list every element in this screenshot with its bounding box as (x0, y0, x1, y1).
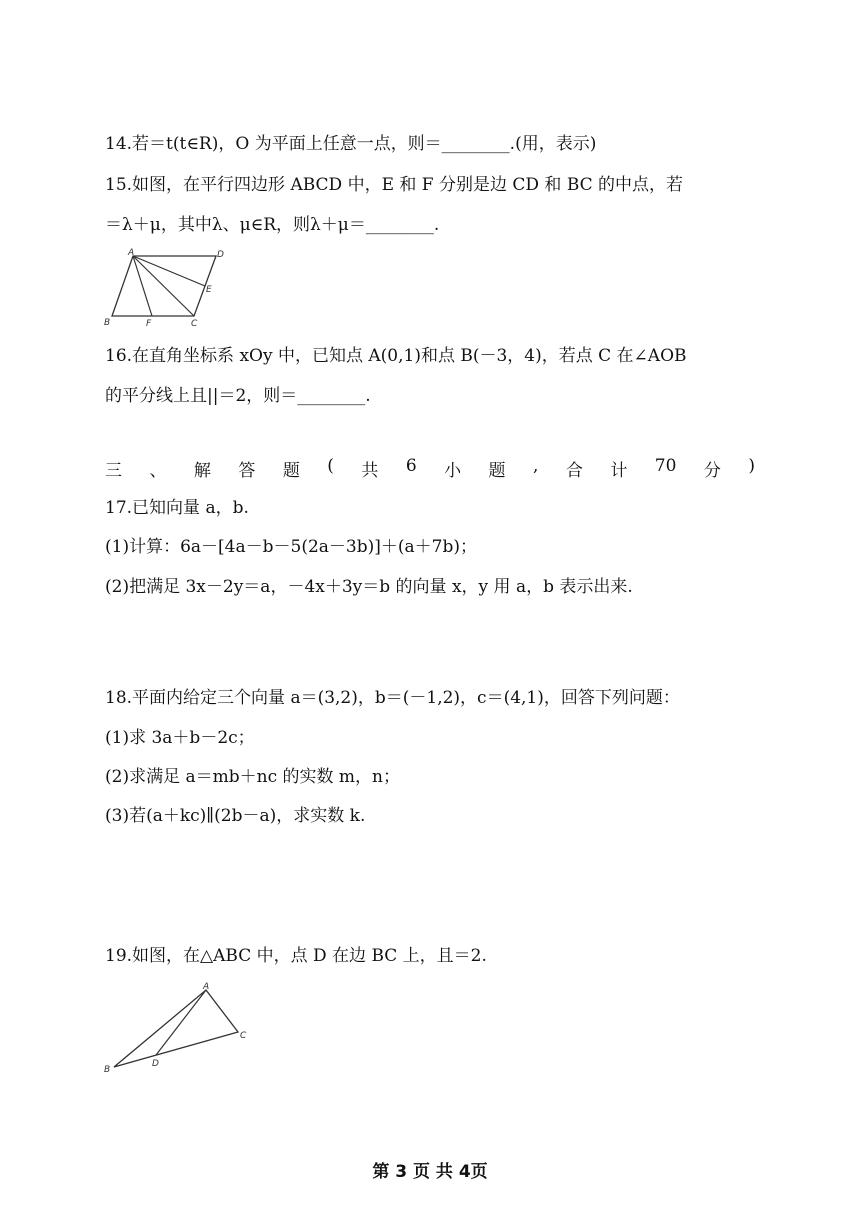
label-F: F (146, 319, 152, 328)
question-17-part1: (1)计算：6a－[4a－b－5(2a－3b)]＋(a＋7b)； (105, 537, 477, 557)
question-18: 18.平面内给定三个向量 a＝(3,2)，b＝(－1,2)，c＝(4,1)，回答下列问题： (105, 688, 680, 708)
label-B: B (104, 1065, 111, 1075)
question-14: 14.若＝t(t∈R)，O 为平面上任意一点，则＝________.(用，表示) (105, 134, 597, 154)
page-footer: 第 3 页 共 4页 (372, 1162, 488, 1182)
label-D: D (217, 250, 224, 260)
question-15-line1: 15.如图，在平行四边形 ABCD 中，E 和 F 分别是边 CD 和 BC 的中点，若 (105, 175, 684, 195)
label-B: B (104, 318, 111, 328)
figure-triangle (100, 980, 260, 1075)
question-18-part3: (3)若(a＋kc)∥(2b－a)，求实数 k. (105, 806, 366, 826)
question-16-line1: 16.在直角坐标系 xOy 中，已知点 A(0,1)和点 B(－3，4)，若点 C 在∠AOB (105, 346, 687, 366)
question-16-line2: 的平分线上且||＝2，则＝________. (105, 386, 371, 406)
figure-parallelogram (100, 246, 230, 328)
label-D: D (152, 1059, 159, 1069)
label-E: E (206, 285, 212, 295)
label-C: C (191, 319, 198, 328)
question-18-part2: (2)求满足 a＝mb＋nc 的实数 m，n； (105, 767, 400, 787)
question-17: 17.已知向量 a，b. (105, 498, 249, 518)
section-header: 三 、 解 答 题 ( 共 6 小 题 , 合 计 70 分 ) (105, 456, 755, 481)
label-A: A (203, 982, 210, 992)
question-19: 19.如图，在△ABC 中，点 D 在边 BC 上，且＝2. (105, 946, 487, 966)
question-15-line2: ＝λ＋μ，其中λ、μ∈R，则λ＋μ＝________. (105, 215, 440, 235)
question-18-part1: (1)求 3a＋b－2c； (105, 728, 255, 748)
label-A: A (128, 248, 135, 258)
label-C: C (240, 1031, 247, 1041)
question-17-part2: (2)把满足 3x－2y＝a，－4x＋3y＝b 的向量 x，y 用 a，b 表示出来. (105, 577, 633, 597)
